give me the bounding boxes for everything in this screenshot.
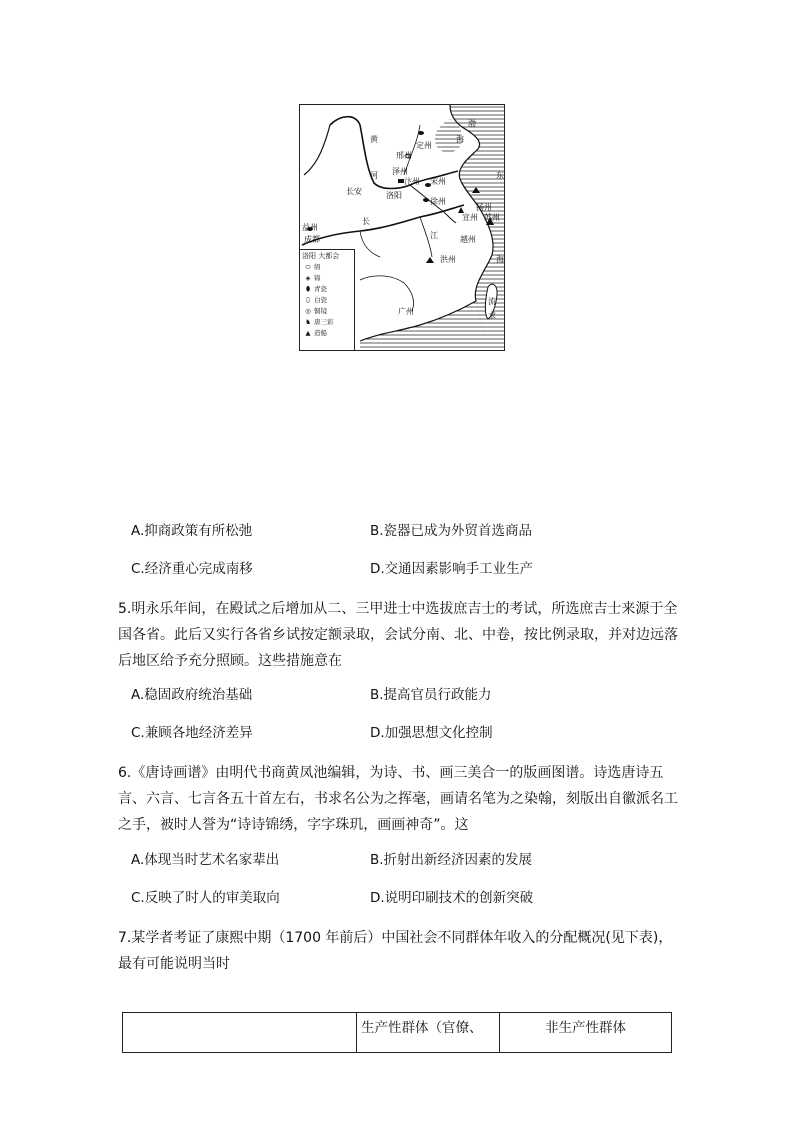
q4-option-c: C.经济重心完成南移: [131, 561, 253, 577]
city-guangzhou: 广州: [398, 307, 414, 316]
south-sea: [360, 301, 490, 351]
q6-option-b: B.折射出新经济因素的发展: [370, 852, 533, 868]
map-label-liu: 流: [488, 297, 496, 306]
q5-option-b: B.提高官员行政能力: [370, 687, 492, 703]
city-songzhou: 宋州: [430, 177, 446, 186]
map-label-he: 河: [370, 171, 378, 180]
city-chengdu: 成都: [304, 235, 320, 244]
table-header-productive-group: 生产性群体（官僚、: [357, 1013, 500, 1053]
q6-option-c: C.反映了时人的审美取向: [131, 890, 280, 906]
table-header-nonproductive-group: 非生产性群体: [500, 1013, 672, 1053]
tang-economy-map: [299, 104, 505, 351]
city-zezhou: 泽州: [392, 167, 408, 176]
map-label-huang: 黄: [370, 135, 378, 144]
map-label-chang: 长: [362, 217, 370, 226]
q4-option-b: B.瓷器已成为外贸首选商品: [370, 523, 533, 539]
q4-option-a: A.抑商政策有所松弛: [131, 523, 253, 539]
bronze-mirror-icon: ◎: [305, 307, 311, 315]
income-table: [122, 1012, 672, 1053]
q5-stem: 5.明永乐年间，在殿试之后增加从二、三甲进士中选拔庶吉士的考试，所选庶吉士来源于全国各省。此后又实行各省乡试按定额录取，会试分南、北、中卷，按比例录取，并对边远落后地区给予充分照顾。这些措施意在: [118, 601, 678, 669]
city-yizhou: 益州: [302, 223, 318, 232]
map-label-jiang: 江: [430, 231, 438, 240]
map-label-bohai: 渤: [468, 119, 476, 128]
city-xuanzhou: 宣州: [462, 213, 478, 222]
legend-item-celadon: ⬮ 青瓷: [302, 285, 327, 293]
legend-item-brocade: ◈ 锦: [302, 274, 321, 282]
legend-item-bronze-mirror: ◎ 铜镜: [302, 307, 327, 315]
q4-option-d: D.交通因素影响手工业生产: [370, 561, 534, 577]
city-xingzhou: 邢州: [396, 151, 412, 160]
q6-option-d: D.说明印刷技术的创新突破: [370, 890, 534, 906]
map-label-dong: 东: [496, 171, 504, 180]
q5-option-d: D.加强思想文化控制: [370, 725, 493, 741]
legend-item-shipbuilding: ▲ 造船: [302, 329, 327, 337]
map-legend: [300, 249, 355, 351]
city-changan: 长安: [346, 187, 362, 196]
city-luoyang: 洛阳: [386, 191, 402, 200]
table-header-cell-empty: [123, 1013, 357, 1053]
city-hongzhou: 洪州: [440, 255, 456, 264]
city-yangzhou: 扬州: [476, 203, 492, 212]
map-label-hai2: 海: [496, 255, 504, 264]
city-dingzhou: 定州: [416, 141, 432, 150]
q6-option-a: A.体现当时艺术名家辈出: [131, 852, 280, 868]
ship-icon: ▲: [305, 329, 311, 337]
city-xuzhou: 徐州: [430, 197, 446, 206]
celadon-icon: ⬮: [305, 285, 311, 293]
white-porcelain-icon: ⬯: [305, 296, 311, 304]
q5-option-a: A.稳固政府统治基础: [131, 687, 253, 703]
city-yuezhou: 越州: [460, 235, 476, 244]
q7-stem: 7.某学者考证了康熙中期（1700 年前后）中国社会不同群体年收入的分配概况(见下表)，最有可能说明当时: [118, 930, 673, 972]
city-bianzhou: 汴州: [404, 177, 420, 186]
legend-title: 洛阳 大都会: [302, 252, 340, 260]
q5-option-c: C.兼顾各地经济差异: [131, 725, 253, 741]
brocade-icon: ◈: [305, 274, 311, 282]
legend-item-tang-sancai: ♞ 唐三彩: [302, 318, 334, 326]
yangtze-river: [302, 205, 464, 245]
map-label-hai1: 海: [456, 135, 464, 144]
map-label-qiu: 求: [488, 311, 496, 320]
legend-item-silk: ⬭ 绢: [302, 263, 321, 271]
table-header-row: [123, 1013, 672, 1053]
silk-icon: ⬭: [305, 263, 311, 271]
q6-stem: 6.《唐诗画谱》由明代书商黄凤池编辑，为诗、书、画三美合一的版画图谱。诗选唐诗五言、六言、七言各五十首左右，书求名公为之挥毫，画请名笔为之染翰，刻版出自徽派名工之手，被时人誉为“诗诗锦绣，字字珠玑，画画神奇”。这: [118, 765, 678, 833]
city-suzhou: 苏州: [484, 213, 500, 222]
legend-item-white-porcelain: ⬯ 白瓷: [302, 296, 327, 304]
camel-icon: ♞: [305, 318, 311, 326]
